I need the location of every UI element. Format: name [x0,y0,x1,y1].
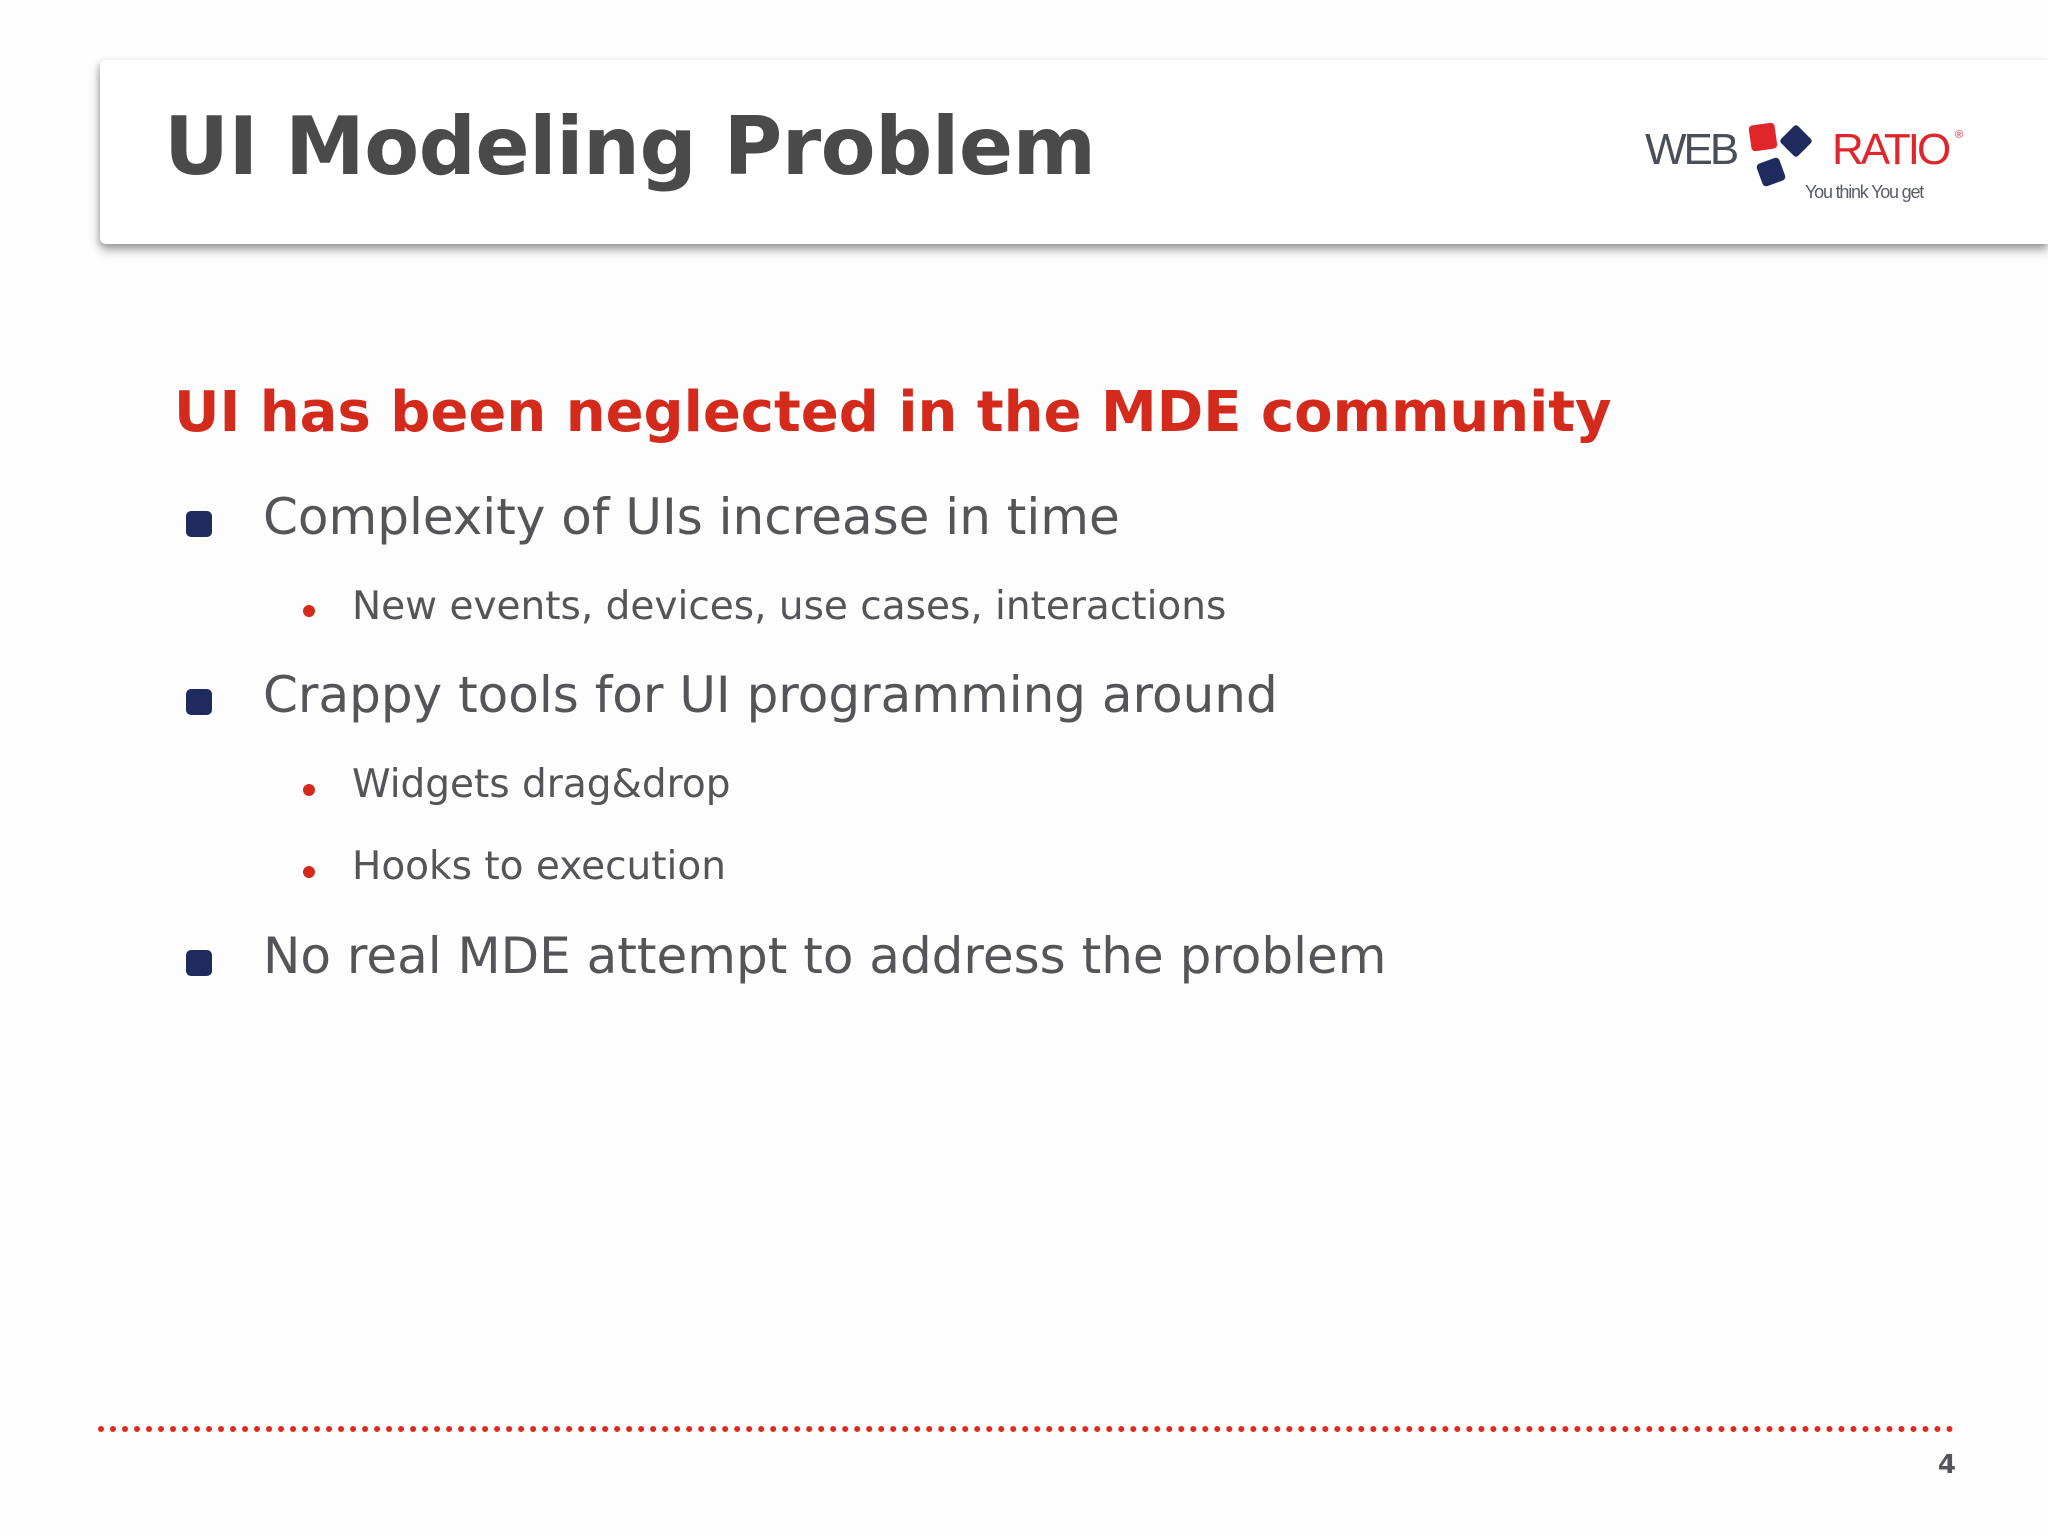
logo-red-square [1748,122,1777,151]
logo-navy-diamond [1779,124,1813,158]
sub-bullet-text: Hooks to execution [352,844,726,889]
logo-registered-mark: ® [1955,129,1964,141]
square-bullet-icon [186,511,212,537]
logo-navy-square [1756,157,1787,188]
bullet-text: Crappy tools for UI programming around [263,666,1278,724]
dot-bullet-icon [303,784,315,796]
square-bullet-icon [186,950,212,976]
bullet-text: Complexity of UIs increase in time [263,488,1120,546]
sub-bullet-text: Widgets drag&drop [352,762,731,807]
footer-divider [98,1426,1954,1432]
square-bullet-icon [186,689,212,715]
section-subheading: UI has been neglected in the MDE community [174,380,1612,445]
dot-bullet-icon [303,605,315,617]
logo-tagline: You think You get [1805,182,1924,202]
slide-title: UI Modeling Problem [164,100,1096,193]
logo-word-web: WEB [1645,125,1737,174]
sub-bullet-text: New events, devices, use cases, interactions [352,584,1227,629]
page-number: 4 [1937,1450,1956,1480]
dot-bullet-icon [303,866,315,878]
bullet-text: No real MDE attempt to address the problem [263,927,1387,985]
logo-word-ratio: RATIO [1832,125,1949,174]
webratio-logo [1645,116,1965,216]
